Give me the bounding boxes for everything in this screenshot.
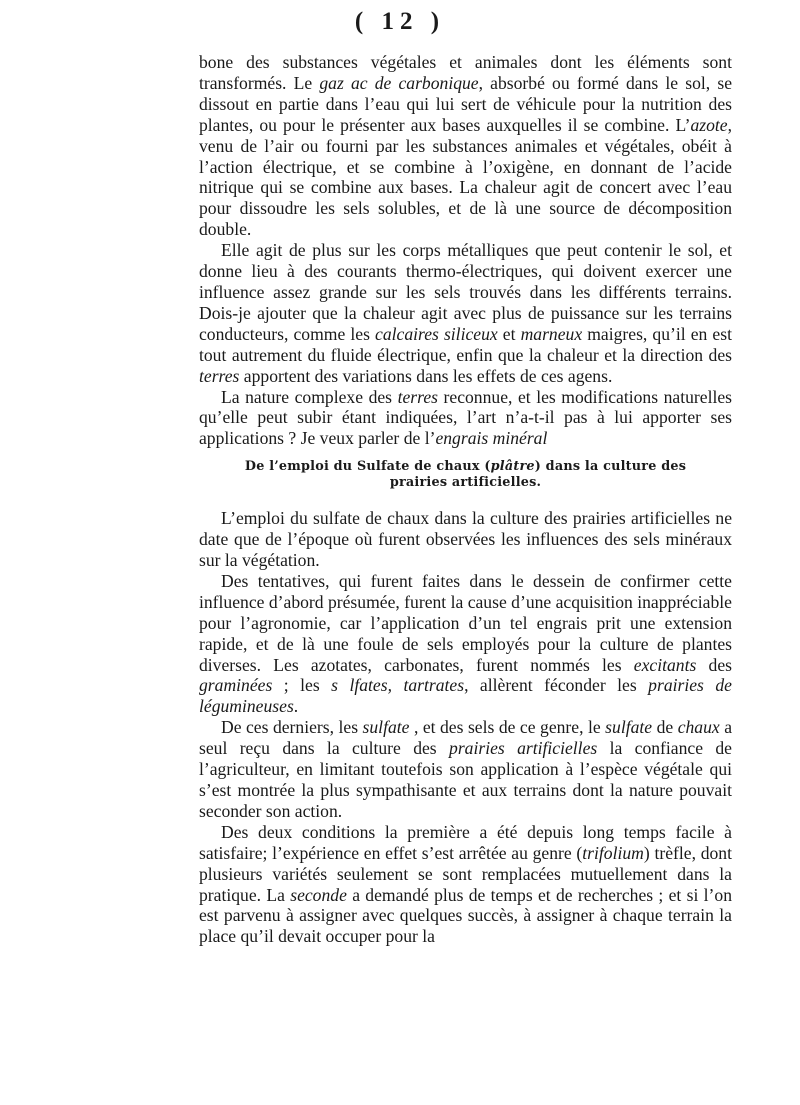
italic-phrase: marneux <box>520 323 583 344</box>
italic-phrase: prairies artificielles <box>449 738 598 759</box>
body-text <box>199 52 732 947</box>
italic-phrase: s lfates, tartrates <box>331 675 465 696</box>
page-number: ( 12 ) <box>354 8 446 35</box>
italic-phrase: chaux <box>677 717 720 738</box>
paragraph <box>199 52 732 240</box>
paragraph <box>199 822 732 947</box>
paragraph <box>199 387 732 450</box>
text-run: apportent des variations dans les effets de ces agens. <box>239 365 613 386</box>
text-run: , et des sels de ce genre, le <box>409 717 606 738</box>
italic-phrase: graminées <box>199 675 273 696</box>
text-run: , allèrent féconder les <box>464 675 649 696</box>
italic-phrase: gaz ac de carbonique <box>319 72 479 93</box>
text-run: la confiance de l’agriculteur, en limitant toutefois son application à l’espèce végétale qui s’est montrée la plus sympathisante et aux terrains dont la nature pouvait seconder son action. <box>199 738 732 821</box>
heading-line-2: prairies artificielles. <box>389 475 542 491</box>
italic-phrase: terres <box>199 365 240 386</box>
text-run: bone des substances végétales et animales dont les éléments sont transformés. Le <box>199 52 732 93</box>
text-run: Des tentatives, qui furent faites dans le dessein de confirmer cette influence d’abord présumée, furent la cause d’une acquisition inappréciable pour l’agronomie, car l’application d’un tel engrais prit une extension rapide, et de là une foule de sels employés pour la culture de plantes diverses. Les azotates, carbonates, furent nommés les <box>199 570 732 675</box>
text-run: a demandé plus de temps et de recherches ; et si l’on est parvenu à assigner avec quelques succès, à assigner à chaque terrain la place qu’il devait occuper pour la <box>199 884 732 947</box>
text-run: de <box>652 717 678 738</box>
text-run: Des deux conditions la première a été depuis long temps facile à satisfaire; l’expérience en effet s’est arrêtée au genre ( <box>199 821 732 863</box>
text-run: et <box>497 323 521 344</box>
text-run: , venu de l’air ou fourni par les substances animales et végétales, obéit à l’action électrique, et se combine à l’oxigène, en donnant de l’acide nitrique qui se combine aux bases. La chaleur agit de concert avec l’eau pour dissoudre les sels solubles, et de là une source de décomposition double. <box>199 114 732 240</box>
paragraph <box>199 508 732 571</box>
heading-trail: ) dans la culture des <box>534 459 687 475</box>
text-run: a seul reçu dans la culture des <box>199 717 732 759</box>
heading-lead: De l’emploi du Sulfate de chaux ( <box>244 459 491 475</box>
heading-emphasis: plâtre <box>490 459 535 475</box>
italic-phrase: sulfate <box>362 717 410 738</box>
text-run: Elle agit de plus sur les corps métalliques que peut contenir le sol, et donne lieu à des courants thermo-électriques, qui doivent exercer une influence assez grande sur les sels trouvés dans les différents terrains. Dois-je ajouter que la chaleur agit avec plus de puissance sur les terrains conducteurs, comme les <box>199 240 732 344</box>
section-heading <box>199 459 732 491</box>
italic-phrase: prairies de légumineuses <box>199 675 732 717</box>
italic-phrase: sulfate <box>605 717 653 738</box>
italic-phrase: excitants <box>633 654 697 675</box>
text-run: ; les <box>272 675 332 696</box>
paragraph <box>199 717 732 822</box>
text-run: La nature complexe des <box>221 386 398 407</box>
text-run: L’emploi du sulfate de chaux dans la culture des prairies artificielles ne date que de l’époque où furent observées les influences des sels minéraux sur la végétation. <box>199 508 732 571</box>
text-run: maigres, qu’il en est tout autrement du fluide électrique, enfin que la chaleur et la direction des <box>199 323 732 365</box>
paragraph <box>199 571 732 717</box>
text-run: . <box>293 696 299 717</box>
italic-phrase: seconde <box>290 884 347 905</box>
italic-phrase: engrais minéral <box>435 428 548 449</box>
text-run: ) trèfle, dont plusieurs variétés seulement se sont remplacées mutuellement dans la pratique. La <box>199 842 732 905</box>
text-run: reconnue, et les modifications naturelles qu’elle peut subir étant indiquées, l’art n’a-t-il pas à lui apporter ses applications ? Je veux parler de l’ <box>199 386 733 449</box>
text-run: , absorbé ou formé dans le sol, se dissout en partie dans l’eau qui lui sert de véhicule pour la nutrition des plantes, ou pour le présenter aux bases auxquelles il se combine. L’ <box>199 72 733 135</box>
text-run: des <box>696 654 732 675</box>
italic-phrase: trifolium <box>582 842 644 863</box>
italic-phrase: azote <box>690 114 728 135</box>
italic-phrase: terres <box>397 386 438 407</box>
italic-phrase: calcaires siliceux <box>375 323 498 344</box>
text-run: De ces derniers, les <box>221 717 363 738</box>
paragraph <box>199 240 732 386</box>
